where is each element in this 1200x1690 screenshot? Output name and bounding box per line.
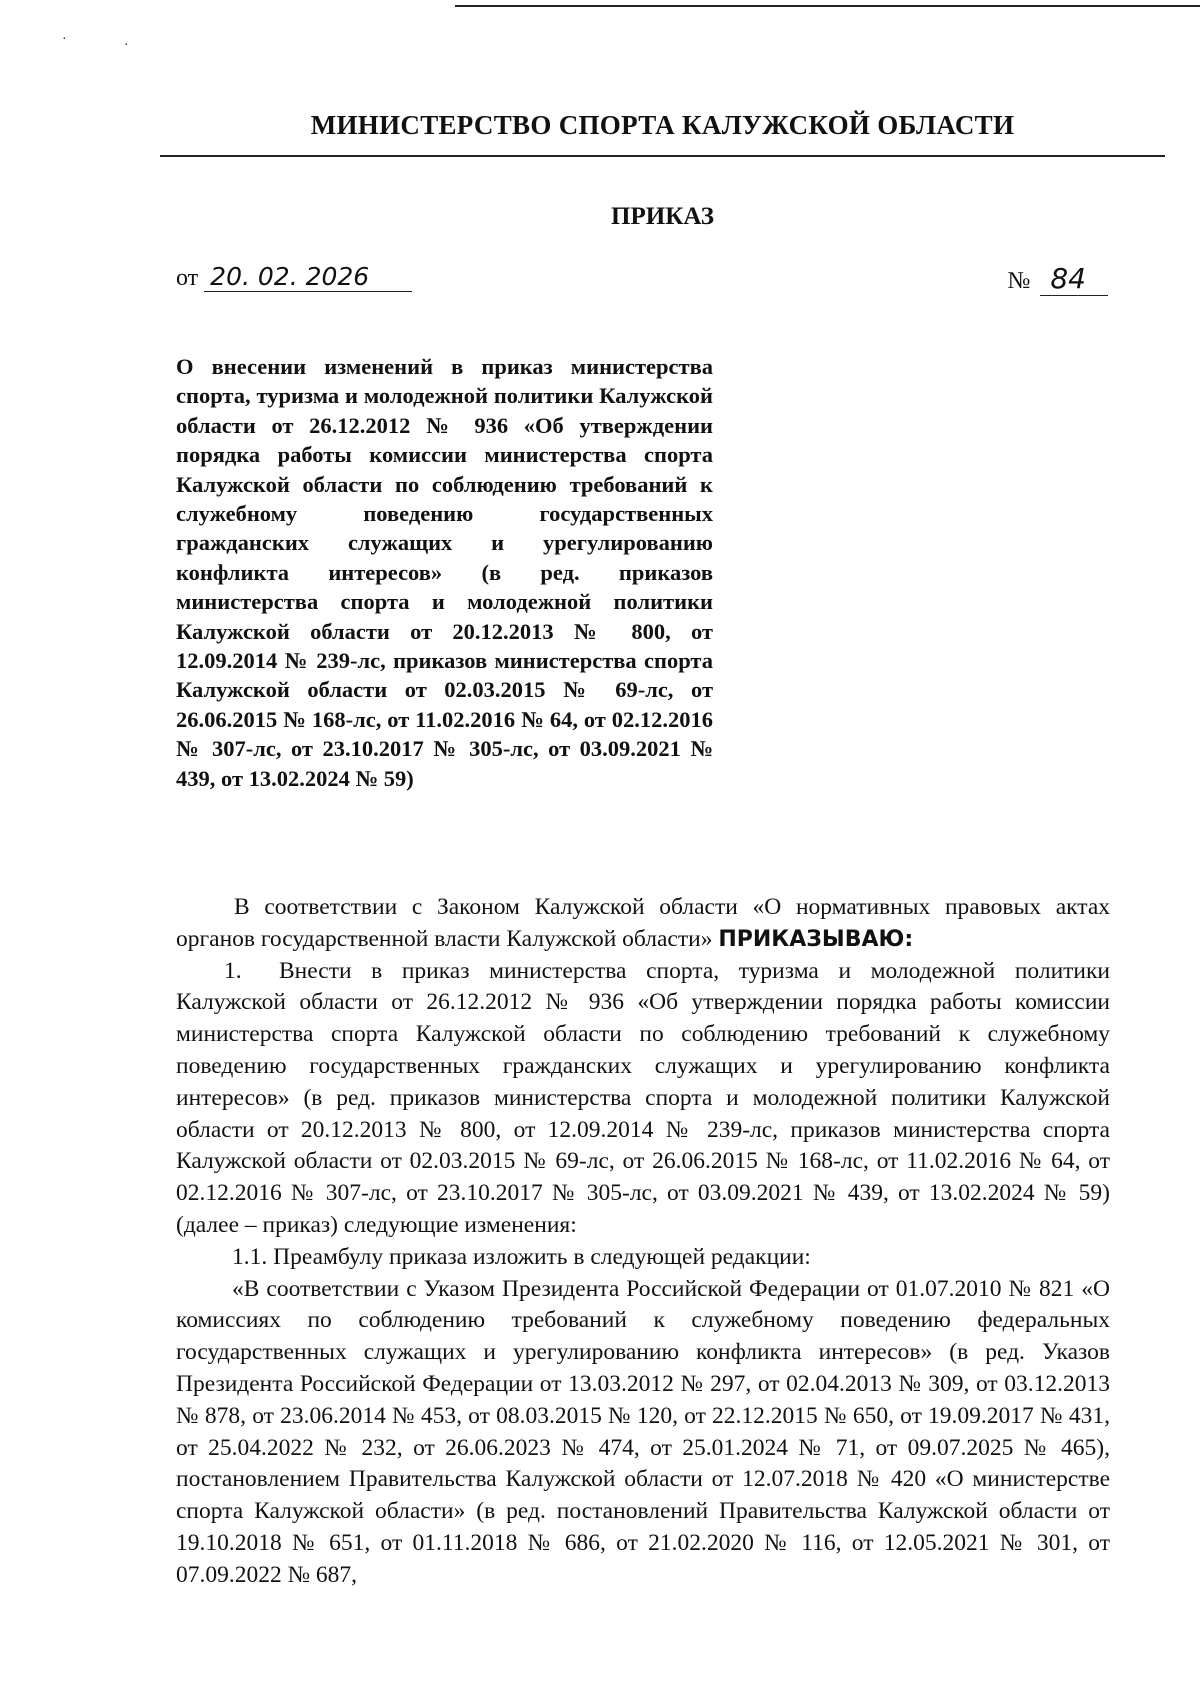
- scan-speck: ·: [62, 32, 67, 47]
- document-title: ПРИКАЗ: [611, 203, 714, 230]
- order-number: [1007, 262, 1108, 296]
- clause-number: 1.: [224, 957, 242, 984]
- new-preamble-quote: «В соответствии с Указом Президента Российской Федерации от 01.07.2010 № 821 «О комиссиях по соблюдению требований к служебному поведению федеральных государственных служащих и урегулированию конфликта интересов» (в ред. Указов Президента Российской Федерации от 13.03.2012 № 297, от 02.04.2013 № 309, от 03.12.2013 № 878, от 23.06.2014 № 453, от 08.03.2015 № 120, от 22.12.2015 № 650, от 19.09.2017 № 431, от 25.04.2022 № 232, от 26.06.2023 № 474, от 25.01.2024 № 71, от 09.07.2025 № 465), постановлением Правительства Калужской области от 12.07.2018 № 420 «О министерстве спорта Калужской области» (в ред. постановлений Правительства Калужской области от 19.10.2018 № 651, от 01.11.2018 № 686, от 21.02.2020 № 116, от 12.05.2021 № 301, от 07.09.2022 № 687,: [176, 1275, 1110, 1588]
- handwritten-date: 20. 02. 2026: [204, 262, 412, 292]
- subclause-1-1: 1.1. Преамбулу приказа изложить в следующей редакции:: [232, 1243, 811, 1270]
- scan-top-line: [455, 5, 1200, 7]
- handwritten-number: 84: [1040, 262, 1108, 296]
- date-prefix: от: [176, 265, 199, 291]
- clause-text: Внести в приказ министерства спорта, туризма и молодежной политики Калужской области от 26.12.2012 № 936 «Об утверждении порядка работы комиссии министерства спорта Калужской области по соблюдению требований к служебному поведению государственных гражданских служащих и урегулированию конфликта интересов» (в ред. приказов министерства спорта и молодежной политики Калужской области от 20.12.2013 № 800, от 12.09.2014 № 239-лс, приказов министерства спорта Калужской области от 02.03.2015 № 69-лс, от 26.06.2015 № 168-лс, от 11.02.2016 № 64, от 02.12.2016 № 307-лс, от 23.10.2017 № 305-лс, от 03.09.2021 № 439, от 13.02.2024 № 59) (далее – приказ) следующие изменения:: [176, 957, 1110, 1238]
- preamble-text: В соответствии с Законом Калужской области «О нормативных правовых актах органов государственной власти Калужской области»: [176, 894, 1110, 952]
- ministry-name: МИНИСТЕРСТВО СПОРТА КАЛУЖСКОЙ ОБЛАСТИ: [310, 110, 1015, 140]
- order-subject: О внесении изменений в приказ министерства спорта, туризма и молодежной политики Калужской области от 26.12.2012 № 936 «Об утверждении порядка работы комиссии министерства спорта Калужской области по соблюдению требований к служебному поведению государственных гражданских служащих и урегулированию конфликта интересов» (в ред. приказов министерства спорта и молодежной политики Калужской области от 20.12.2013 № 800, от 12.09.2014 № 239-лс, приказов министерства спорта Калужской области от 02.03.2015 № 69-лс, от 26.06.2015 № 168-лс, от 11.02.2016 № 64, от 02.12.2016 № 307-лс, от 23.10.2017 № 305-лс, от 03.09.2021 № 439, от 13.02.2024 № 59): [176, 354, 713, 791]
- header-divider: [160, 155, 1165, 157]
- number-prefix: №: [1007, 268, 1031, 294]
- order-body: [176, 892, 1110, 1592]
- order-date: [176, 262, 412, 292]
- scan-speck: ·: [124, 38, 129, 53]
- command-word: ПРИКАЗЫВАЮ:: [718, 926, 914, 952]
- preamble-paragraph: [176, 892, 1110, 956]
- clause-1: [176, 956, 1110, 1242]
